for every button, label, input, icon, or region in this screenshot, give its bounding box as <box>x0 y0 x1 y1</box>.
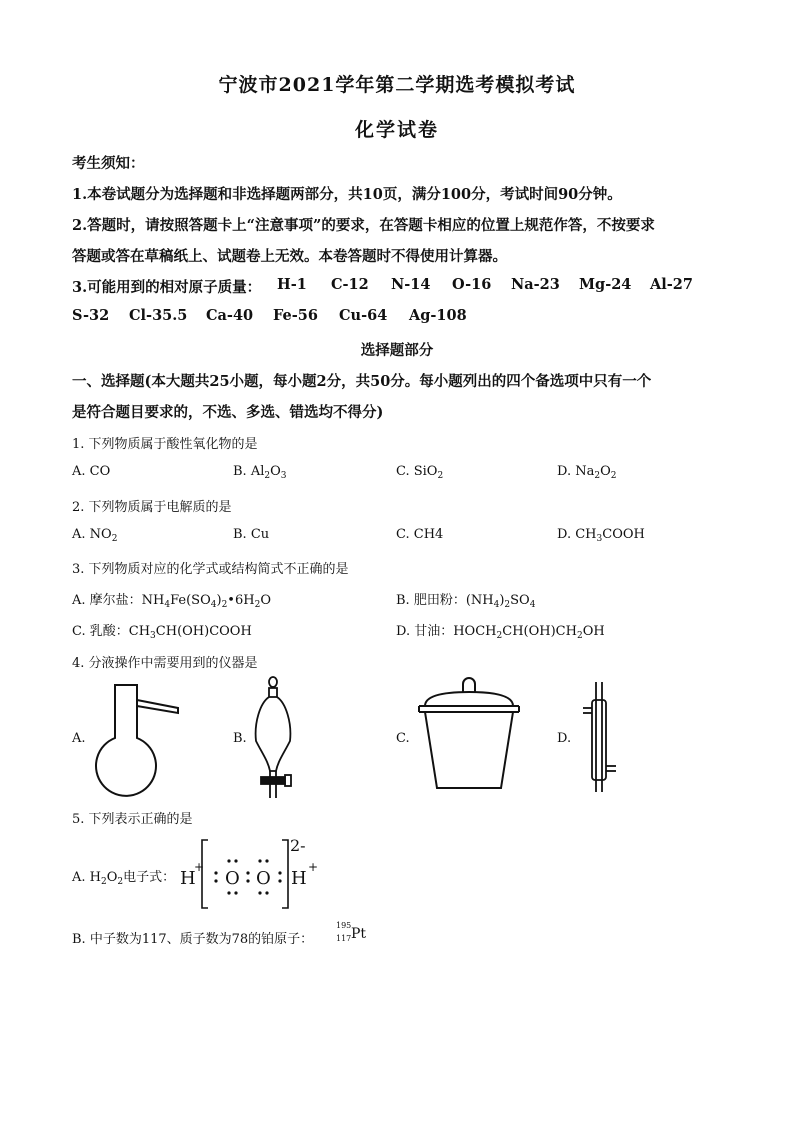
question-2-stem: 2. 下列物质属于电解质的是 <box>72 500 232 515</box>
q1-option-d: D. $Na_2O_2$ <box>557 464 617 481</box>
formula-plus-right: + <box>308 860 319 874</box>
atomic-mass: Mg-24 <box>579 276 632 293</box>
formula-plus-left: + <box>194 860 205 874</box>
q1-option-a: A. CO <box>72 464 111 479</box>
atomic-mass: C-12 <box>331 276 369 293</box>
q5-option-a-label: A. $H_2O_2$电子式： <box>72 870 176 887</box>
atomic-mass: H-1 <box>277 276 307 293</box>
atomic-mass: Cu-64 <box>339 307 388 324</box>
q5-option-b-text: B. 中子数为117、质子数为78的铂原子： <box>72 932 314 947</box>
notice-item-2-line-1: 2.答题时，请按照答题卡上“注意事项”的要求，在答题卡相应的位置上规范作答，不按要求 <box>72 217 655 234</box>
q3-option-a: A. 摩尔盐：$NH_4Fe(SO_4)_2•6H_2O$ <box>72 593 271 610</box>
page-title: 宁波市2021学年第二学期选考模拟考试 <box>218 74 576 96</box>
notice-item-3-label: 3.可能用到的相对原子质量： <box>72 279 262 296</box>
formula-h-left: H <box>180 868 196 889</box>
q2-option-a: A. $NO_2$ <box>72 527 118 544</box>
notice-item-1: 1.本卷试题分为选择题和非选择题两部分，共10页，满分100分，考试时间90分钟。 <box>72 186 622 203</box>
notice-item-2-line-2: 答题或答在草稿纸上、试题卷上无效。本卷答题时不得使用计算器。 <box>72 248 507 265</box>
q4-option-a-label: A. <box>72 731 86 746</box>
atomic-mass: Al-27 <box>650 276 693 293</box>
atomic-mass: Ca-40 <box>206 307 254 324</box>
formula-charge: 2- <box>290 836 306 855</box>
atomic-mass: Fe-56 <box>273 307 318 324</box>
atomic-mass: S-32 <box>72 307 110 324</box>
section-intro-line-2: 是符合题目要求的，不选、多选、错选均不得分) <box>72 404 384 421</box>
pt-symbol: Pt <box>351 926 367 942</box>
formula-h-right: H <box>291 868 307 889</box>
condenser-icon <box>580 680 620 795</box>
pt-atomic-number: 117 <box>336 934 352 943</box>
q4-option-b-label: B. <box>233 731 247 746</box>
q4-option-c-label: C. <box>396 731 410 746</box>
q2-option-d: D. $CH_3COOH$ <box>557 527 645 544</box>
atomic-mass: Ag-108 <box>409 307 467 324</box>
section-intro-line-1: 一、选择题(本大题共25小题，每小题2分，共50分。每小题列出的四个备选项中只有一个 <box>72 373 652 390</box>
q2-option-b: B. Cu <box>233 527 270 542</box>
question-4-stem: 4. 分液操作中需要用到的仪器是 <box>72 656 258 671</box>
atomic-mass: N-14 <box>391 276 431 293</box>
atomic-mass: Na-23 <box>511 276 560 293</box>
q3-option-c: C. 乳酸：$CH_3CH(OH)COOH$ <box>72 624 252 641</box>
q3-option-b: B. 肥田粉：$(NH_4)_2SO_4$ <box>396 593 536 610</box>
q2-option-c: C. CH4 <box>396 527 444 542</box>
formula-oxygen-1: O <box>225 868 240 889</box>
page-subtitle: 化学试卷 <box>354 119 439 141</box>
bracket-and-electron-dots <box>200 838 292 912</box>
distillation-flask-icon <box>90 680 190 795</box>
notice-heading: 考生须知： <box>72 155 145 172</box>
question-3-stem: 3. 下列物质对应的化学式或结构简式不正确的是 <box>72 562 349 577</box>
separatory-funnel-icon <box>250 673 300 803</box>
question-5-stem: 5. 下列表示正确的是 <box>72 812 193 827</box>
q4-option-d-label: D. <box>557 731 572 746</box>
q1-option-c: C. SiO$_2$ <box>396 464 444 481</box>
pt-mass-number: 195 <box>336 921 352 930</box>
formula-oxygen-2: O <box>256 868 271 889</box>
section-name: 选择题部分 <box>360 342 434 359</box>
atomic-mass: O-16 <box>452 276 492 293</box>
question-1-stem: 1. 下列物质属于酸性氧化物的是 <box>72 437 258 452</box>
q1-option-b: B. $Al_2O_3$ <box>233 464 287 481</box>
crucible-icon <box>415 676 525 796</box>
atomic-mass: Cl-35.5 <box>129 307 188 324</box>
q3-option-d: D. 甘油：$HOCH_2CH(OH)CH_2OH$ <box>396 624 605 641</box>
